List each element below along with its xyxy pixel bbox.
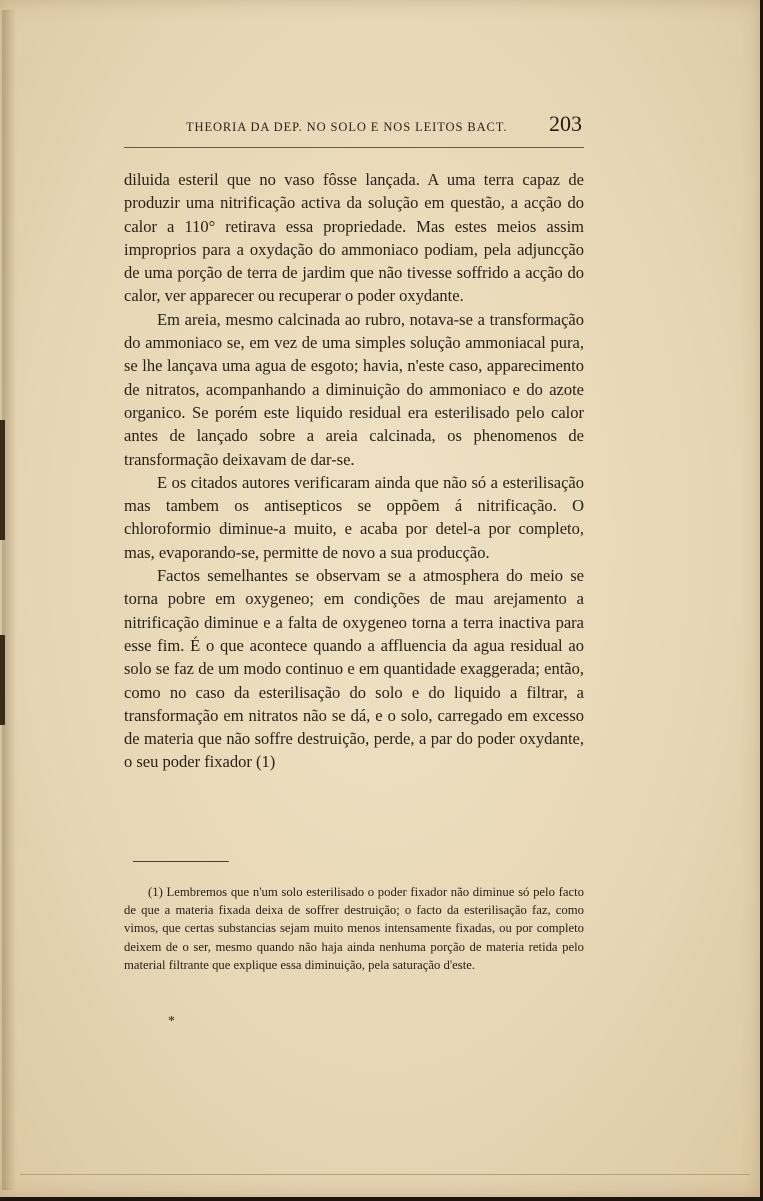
footnote	[124, 883, 584, 974]
page-bottom-line	[20, 1174, 750, 1175]
margin-tab-mark	[0, 635, 5, 725]
header-rule	[124, 147, 584, 148]
asterisk-mark: *	[168, 1014, 175, 1029]
running-header	[186, 111, 586, 141]
body-text	[124, 168, 584, 774]
paragraph: E os citados autores verificaram ainda que não só a esterilisação mas tambem os antisepticos se oppõem á nitrificação. O chloroformio diminue-a muito, e acaba por detel-a por completo, mas, evaporando-se, permitte de novo a sua producção.	[124, 472, 584, 562]
page-fold-shadow	[2, 10, 16, 1190]
paragraph: Factos semelhantes se observam se a atmosphera do meio se torna pobre em oxygeneo; em condições de mau arejamento a nitrificação diminue e a falta de oxygeneo torna a terra inactiva para esse fim. É o que acontece quando a affluencia da agua residual ao solo se faz de um modo continuo e em quantidade exaggerada; então, como no caso da esterilisação do solo e do liquido a filtrar, a transformação em nitratos não se dá, e o solo, carregado em excesso de materia que não soffre destruição, perde, a par do poder oxydante, o seu poder fixador (1)	[124, 566, 584, 772]
footnote-rule	[133, 861, 229, 862]
running-title: THEORIA DA DEP. NO SOLO E NOS LEITOS BACT.	[186, 120, 508, 134]
margin-tab-mark	[0, 420, 5, 540]
paragraph: diluida esteril que no vaso fôsse lançada. A uma terra capaz de produzir uma nitrificação activa da solução em questão, a acção do calor a 110° retirava essa propriedade. Mas estes meios assim improprios para a oxydação do ammoniaco podiam, pela adjuncção de uma porção de terra de jardim que não tivesse soffrido a acção do calor, ver apparecer ou recuperar o poder oxydante.	[124, 170, 584, 306]
page-number: 203	[549, 111, 582, 136]
footnote-text: (1) Lembremos que n'um solo esterilisado o poder fixador não diminue só pelo facto de que a materia fixada deixa de soffrer destruição; o facto da esterilisação faz, como vimos, que certas substancias sejam muito menos intensamente fixadas, ou por completo deixem de o ser, mesmo quando não haja ainda nenhuma porção de materia retida pelo material filtrante que explique essa diminuição, pela saturação d'este.	[124, 885, 584, 972]
paragraph: Em areia, mesmo calcinada ao rubro, notava-se a transformação do ammoniaco se, em vez de uma simples solução ammoniacal pura, se lhe lançava uma agua de esgoto; havia, n'este caso, apparecimento de nitratos, acompanhando a diminuição do ammoniaco e do azote organico. Se porém este liquido residual era esterilisado pelo calor antes de lançado sobre a areia calcinada, os phenomenos de transformação deixavam de dar-se.	[124, 309, 584, 469]
